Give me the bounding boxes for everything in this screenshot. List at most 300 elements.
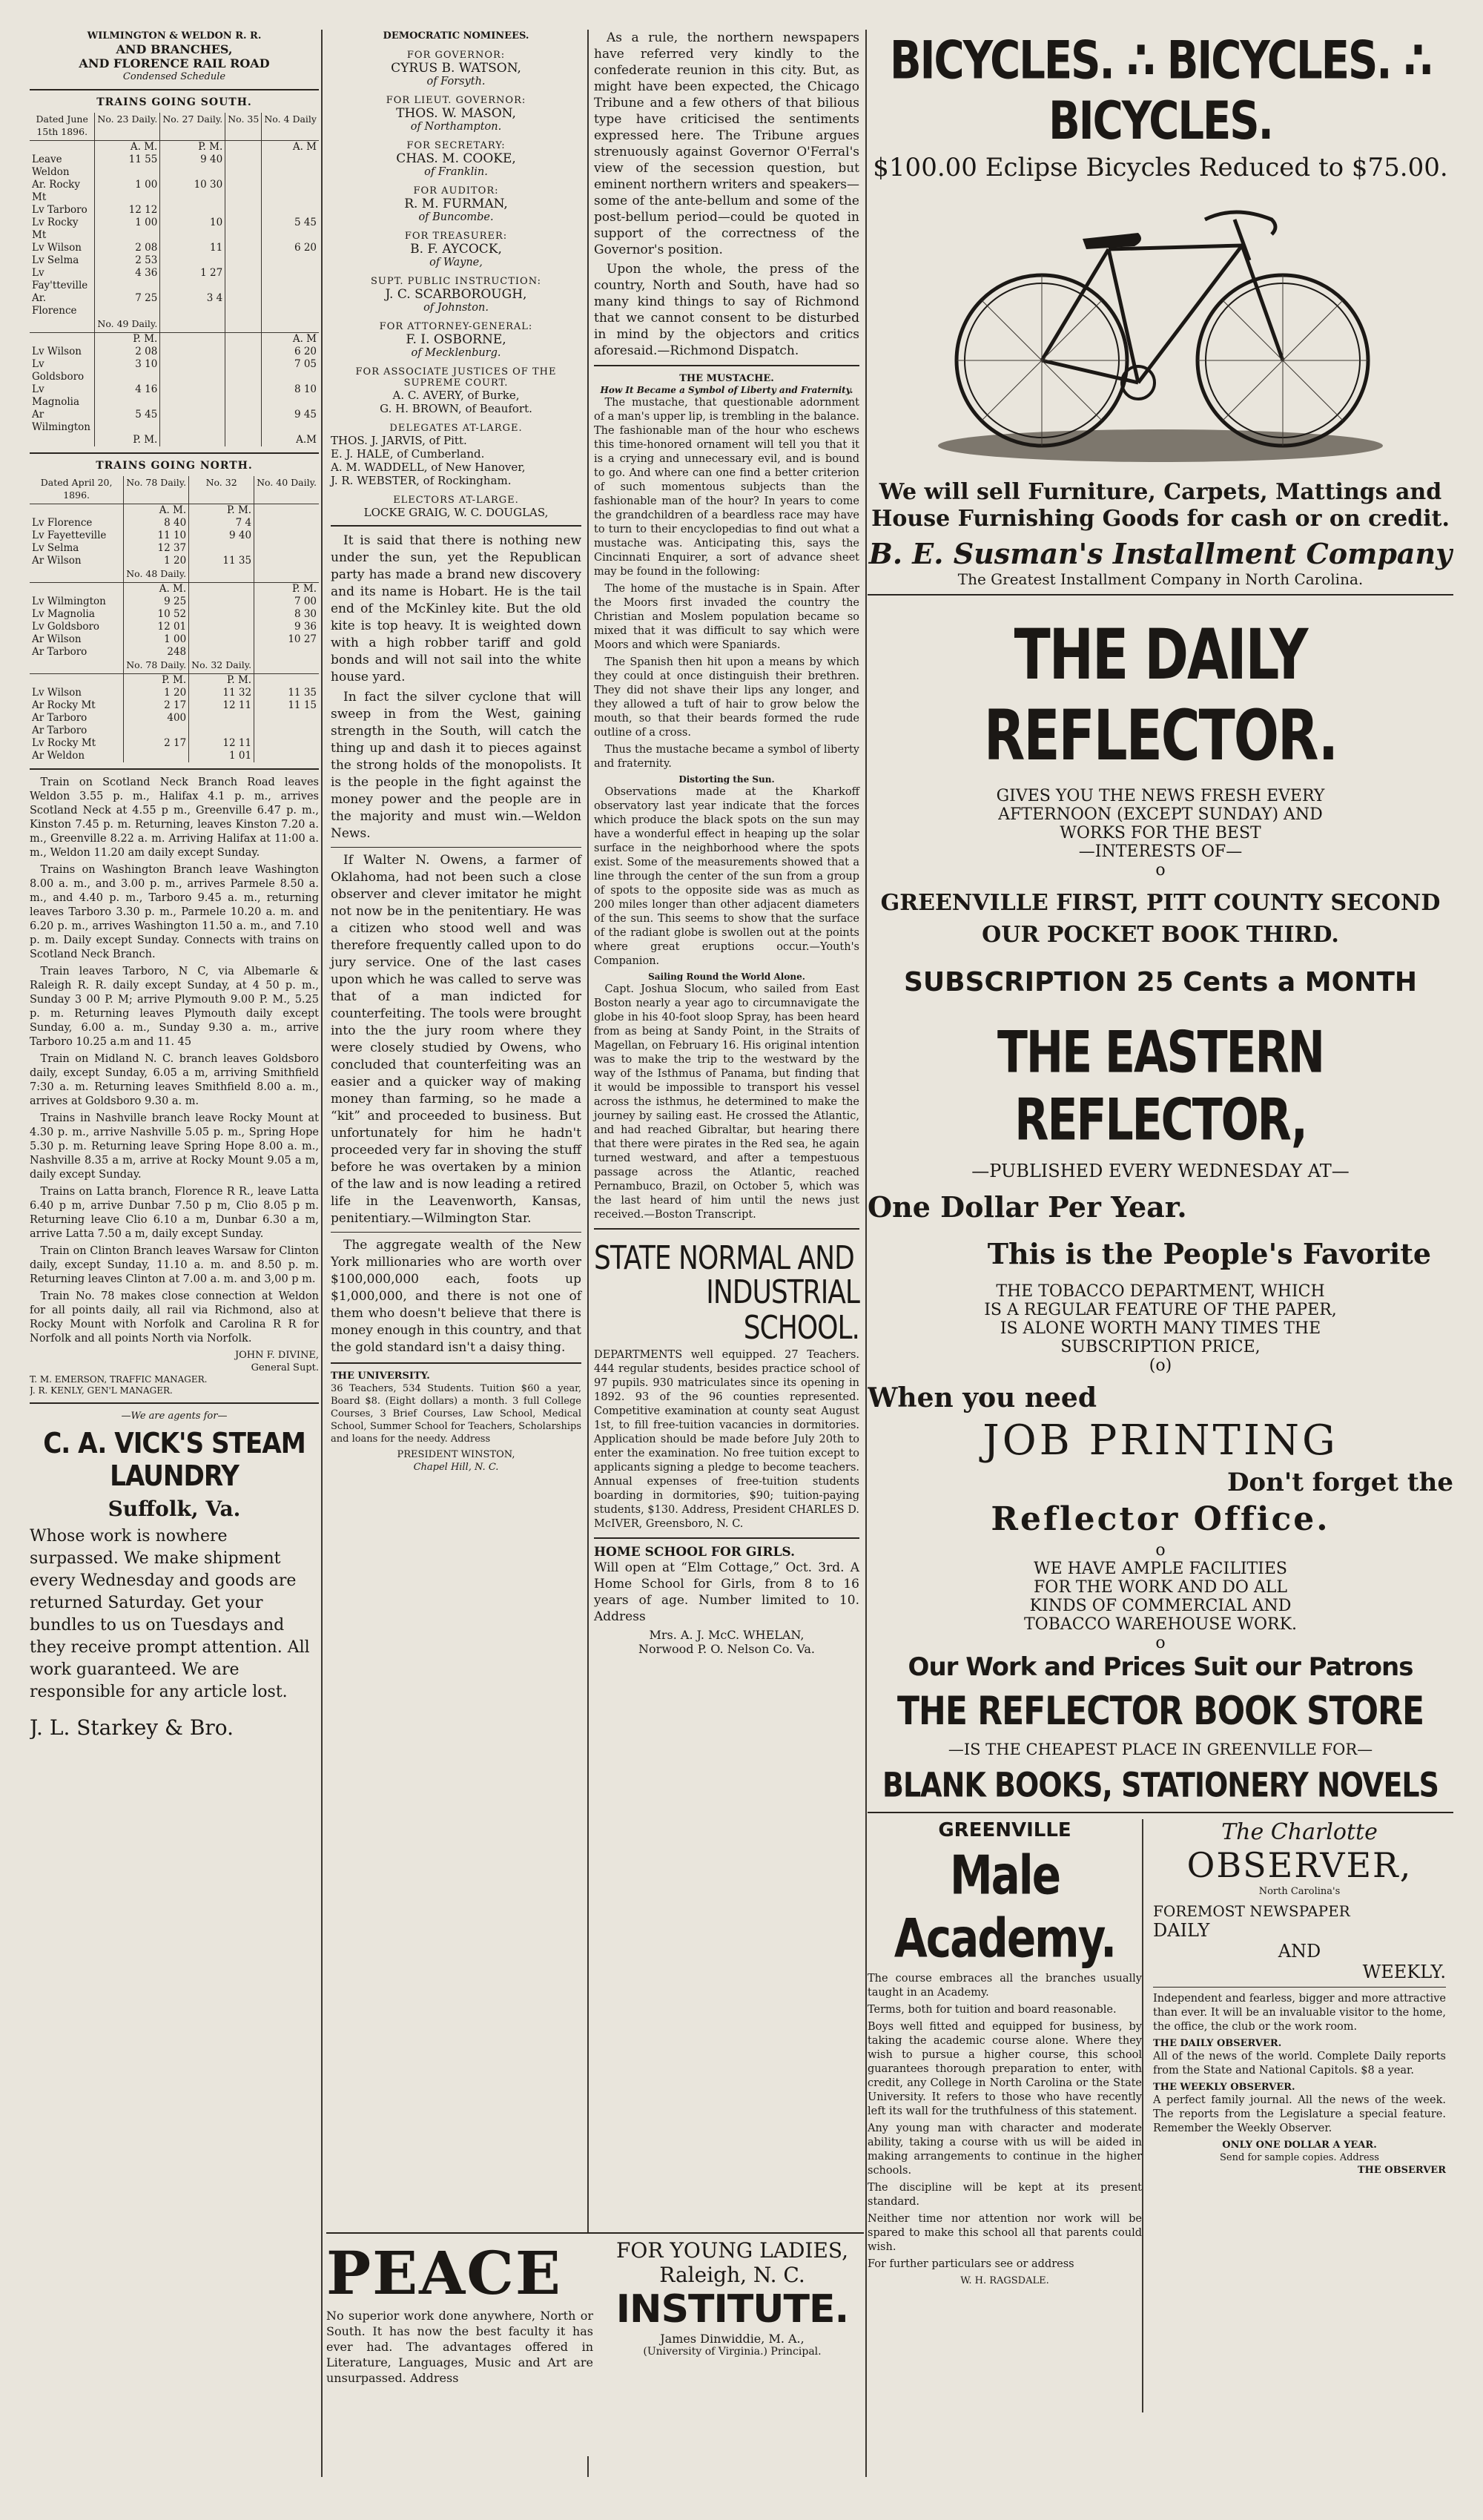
timetable-cell <box>30 333 95 346</box>
rr-subtitle: Condensed Schedule <box>122 71 226 82</box>
timetable-cell: Lv Rocky Mt <box>32 217 79 241</box>
timetable-row <box>30 409 319 434</box>
timetable-cell <box>262 267 319 292</box>
timetable-cell: 2 17 <box>124 699 189 712</box>
timetable-cell <box>225 434 262 446</box>
timetable-cell: A. M. <box>95 141 160 154</box>
timetable-cell: 248 <box>124 646 189 659</box>
timetable-header-cell: Dated June 15th 1896. <box>30 113 95 141</box>
railroad-note: Train on Scotland Neck Branch Road leaves Weldon 3.55 p. m., Halifax 4.1 p. m., arrives Scotland Neck at 4.55 p m., Greenville 6.47 p. m., Kinston 7.45 p. m. Returning, leaves Kinston 7.20 a. m., Greenville 8.22 a. m. Arriving Halifax at 11:00 a. m., Weldon 11.20 am daily except Sunday. <box>30 776 319 859</box>
nominee-place: of Johnston. <box>423 302 489 314</box>
column-divider <box>865 30 867 2477</box>
timetable-cell <box>30 583 124 596</box>
academy-sig: W. H. RAGSDALE. <box>960 2275 1049 2286</box>
timetable-cell: Ar. Rocky Mt <box>32 179 80 203</box>
observer-1: FOREMOST NEWSPAPER <box>1153 1902 1350 1920</box>
nominees-heading: DEMOCRATIC NOMINEES. <box>383 30 529 42</box>
timetable-row <box>30 434 319 446</box>
timetable-row <box>30 750 319 762</box>
delegate-name: A. M. WADDELL, of New Hanover, <box>331 461 526 474</box>
peace-institute-word: INSTITUTE. <box>615 2287 849 2332</box>
timetable-cell <box>254 542 319 555</box>
blank-books: BLANK BOOKS, STATIONERY NOVELS <box>882 1765 1439 1805</box>
one-dollar: One Dollar Per Year. <box>868 1190 1187 1224</box>
timetable-cell: A.M <box>262 434 319 446</box>
timetable-cell: 12 11 <box>189 699 254 712</box>
timetable-cell <box>189 608 254 621</box>
timetable-row <box>30 141 319 154</box>
university-place: Chapel Hill, N. C. <box>413 1462 499 1473</box>
timetable-header <box>30 476 319 504</box>
timetable-cell <box>189 712 254 725</box>
timetable-header-cell: No. 4 Daily <box>262 113 319 141</box>
peace-principal: James Dinwiddie, M. A., <box>660 2332 805 2346</box>
timetable-cell: Ar Tarboro <box>32 725 87 736</box>
observer-4: WEEKLY. <box>1362 1962 1446 1982</box>
when-you-need: When you need <box>868 1382 1097 1414</box>
electors-head: ELECTORS AT-LARGE. <box>393 495 519 506</box>
ample-2: FOR THE WORK AND DO ALL <box>1034 1578 1287 1597</box>
nominee-list <box>331 50 581 359</box>
assoc-1: A. C. AVERY, of Burke, <box>392 389 520 402</box>
nominee-office: FOR GOVERNOR: <box>406 50 506 61</box>
pocket-book: OUR POCKET BOOK THIRD. <box>982 922 1339 948</box>
timetable-cell <box>189 542 254 555</box>
timetable-cell: 6 20 <box>262 242 319 254</box>
observer-place: North Carolina's <box>1258 1886 1341 1897</box>
timetable-row <box>30 621 319 633</box>
timetable-header-cell <box>254 659 319 674</box>
timetable-cell: P. M. <box>254 583 319 596</box>
column-divider <box>321 30 323 2477</box>
timetable-cell <box>189 725 254 737</box>
timetable-cell <box>262 254 319 267</box>
daily-3: WORKS FOR THE BEST <box>1060 824 1261 842</box>
timetable-cell <box>262 179 319 204</box>
timetable-cell <box>225 179 262 204</box>
bicycle-illustration <box>923 190 1398 472</box>
observer-samples: Send for sample copies. Address <box>1220 2152 1379 2163</box>
observer-only: ONLY ONE DOLLAR A YEAR. <box>1222 2140 1377 2151</box>
peace-university: (University of Virginia.) Principal. <box>643 2346 822 2358</box>
nominee-office: FOR LIEUT. GOVERNOR: <box>386 95 526 106</box>
timetable-cell: 1 20 <box>124 687 189 699</box>
electors: LOCKE GRAIG, W. C. DOUGLAS, <box>363 506 549 519</box>
timetable-cell: A. M. <box>124 504 189 518</box>
timetable-cell <box>160 346 225 358</box>
timetable-row <box>30 154 319 179</box>
academy-p1: The course embraces all the branches usually taught in an Academy. <box>868 1973 1142 1999</box>
timetable-cell: Leave Weldon <box>32 154 70 178</box>
column-divider <box>587 30 589 2477</box>
timetable-row <box>30 358 319 383</box>
home-body: Will open at “Elm Cottage,” Oct. 3rd. A Home School for Girls, from 8 to 16 years of age. Number limited to 10. Address <box>594 1560 859 1624</box>
timetable-cell: Ar. Florence <box>32 292 77 317</box>
sun-head: Distorting the Sun. <box>678 774 775 785</box>
timetable-cell <box>124 725 189 737</box>
ornament: o <box>1155 1634 1166 1652</box>
susman-name: B. E. Susman's Installment Company <box>868 537 1453 570</box>
timetable-cell <box>160 358 225 383</box>
daily-2: AFTERNOON (EXCEPT SUNDAY) AND <box>998 805 1323 824</box>
timetable-cell: 12 11 <box>189 737 254 750</box>
timetable-cell: 5 45 <box>95 409 160 434</box>
timetable-cell: 1 27 <box>160 267 225 292</box>
observer-p1: Independent and fearless, bigger and more attractive than ever. It will be an invaluable visitor to the home, the office, the club or the work room. <box>1153 1993 1446 2033</box>
timetable-cell <box>254 646 319 659</box>
timetable-cell <box>254 750 319 762</box>
timetable-header-cell: No. 32 <box>189 476 254 504</box>
timetable-cell: Ar Wilmington <box>32 409 90 433</box>
our-work: Our Work and Prices Suit our Patrons <box>908 1652 1413 1682</box>
sig-name: JOHN F. DIVINE, <box>234 1350 319 1361</box>
timetable-cell: 1 01 <box>189 750 254 762</box>
observer-2: DAILY <box>1153 1920 1210 1941</box>
timetable-cell: 4 36 <box>95 267 160 292</box>
timetable-header-cell: No. 32 Daily. <box>189 659 254 674</box>
susman-sub: The Greatest Installment Company in North Carolina. <box>957 570 1364 588</box>
mustache-p1: The mustache, that questionable adornment of a man's upper lip, is trembling in the balance. The fashionable man of the hour who eschews this time-honored ornament will tell you that it is a crying and unnecessary evil, and is bound to go. And where can one find a better criterion of such momentous subjects than the fashionable man of the hour? In years to come the grandchildren of a beardless race may have to turn to their encyclopedias to find out what a mustache was. Anticipating this, says the Cincinnati Enquirer, a sort of advance sheet may be found in the following: <box>594 397 859 578</box>
timetable-cell: 8 30 <box>254 608 319 621</box>
bicycles-heading: BICYCLES. ∴ BICYCLES. ∴ BICYCLES. <box>889 30 1432 152</box>
academy-head: GREENVILLE <box>938 1819 1071 1841</box>
timetable-row <box>30 267 319 292</box>
railroad-note: Trains on Latta branch, Florence R R., leave Latta 6.40 p m, arrive Dunbar 7.50 p m, Clio 8.05 p m. Returning leave Clio 6.10 a m, Dunbar 6.30 a m, arrive Latta 7.50 a m, daily except Sunday. <box>30 1186 319 1240</box>
timetable-row <box>30 608 319 621</box>
timetable-cell <box>254 555 319 567</box>
ad-vick-title: C. A. VICK'S STEAM LAUNDRY <box>43 1427 305 1492</box>
ample-1: WE HAVE AMPLE FACILITIES <box>1033 1560 1288 1578</box>
mustache-p3: The Spanish then hit upon a means by which they could at once distinguish their brethren. They did not shave their lips any longer, and they allowed a tuft of hair to grow below the mouth, so that their beards formed the rude outline of a cross. <box>594 656 859 739</box>
timetable-cell <box>225 409 262 434</box>
timetable-row <box>30 583 319 596</box>
delegate-name: THOS. J. JARVIS, of Pitt. <box>331 434 467 447</box>
timetable-cell: Ar Tarboro <box>32 712 87 724</box>
academy-p6: Neither time nor attention nor work will be spared to make this school all that parents could wish. <box>868 2213 1142 2253</box>
timetable-cell: 6 20 <box>262 346 319 358</box>
timetable-cell <box>225 204 262 217</box>
timetable-cell <box>254 737 319 750</box>
railroad-note: Trains on Washington Branch leave Washington 8.00 a. m., and 3.00 p. m., arrives Parmele 8.50 a. m., and 4.40 p. m., Tarboro 9.45 a. m., returning leaves Tarboro 3.30 p. m., Parmele 10.20 a. m. and 6.20 p. m., arrives Washington 11.50 a. m., and 7.10 p. m. Daily except Sunday. Connects with trains on Scotland Neck Branch. <box>30 864 319 960</box>
timetable-cell: 1 00 <box>124 633 189 646</box>
academy-p3: Boys well fitted and equipped for business, by taking the academic course alone. Where they wish to pursue a higher course, this school guarantees thorough preparation to enter, with credit, any College in North Carolina or the State University. It refers to those who have recently left its wall for the truthfulness of this statement. <box>868 2021 1142 2117</box>
ad-vick-sig: J. L. Starkey & Bro. <box>30 1715 234 1740</box>
timetable-south <box>30 113 319 446</box>
sun-body: Observations made at the Kharkoff observatory last year indicate that the forces which produce the black spots on the sun may have a wonderful effect in heaping up the solar surface in the neighborhood where the spots exist. Some of the measurements showed that a line through the center of the sun from a group of spots to the opposite side was as much as 200 miles longer than other adjacent diameters of the sun. This seems to show that the surface of the radiant globe is swollen out at the points where great eruptions occur.—Youth's Companion. <box>594 786 859 967</box>
academy-p4: Any young man with character and moderate ability, taking a course with us will be aided in making arrangements to continue in the higher schools. <box>868 2122 1142 2177</box>
tobacco-3: IS ALONE WORTH MANY TIMES THE <box>1000 1319 1321 1338</box>
timetable-row <box>30 179 319 204</box>
article-silver: In fact the silver cyclone that will sweep in from the West, gaining strength in the South, will catch the thing up and dash it to pieces against the strong holds of the monopolists. It is the people in the fight against the money power and the people are in the majority and must win.—Weldon News. <box>331 690 581 841</box>
timetable-cell: 11 10 <box>124 530 189 542</box>
greenville-first: GREENVILLE FIRST, PITT COUNTY SECOND <box>880 890 1441 916</box>
home-sig: Mrs. A. J. McC. WHELAN, <box>649 1628 805 1642</box>
timetable-cell: Lv Wilson <box>32 687 82 699</box>
article-press: Upon the whole, the press of the country, North and South, have had so many kind things to say of Richmond that we cannot consent to be disturbed in mind by the objectors and critics aforesaid.—Richmond Dispatch. <box>594 262 859 358</box>
timetable-cell <box>160 254 225 267</box>
timetable-cell: 11 15 <box>254 699 319 712</box>
column-ads <box>868 30 1453 2477</box>
timetable-header-cell <box>30 567 124 583</box>
peace-right-1: FOR YOUNG LADIES, <box>615 2238 849 2263</box>
timetable-header <box>30 659 319 674</box>
sail-body: Capt. Joshua Slocum, who sailed from East Boston nearly a year ago to circumnavigate the globe in his 40-foot sloop Spray, has been heard from as being at Sandy Point, in the Straits of Magellan, on February 16. His original intention was to make the trip to the westward by the way of the Isthmus of Panama, but finding that it would be impossible to transport his vessel across the isthmus, he determined to make the journey by sailing east. He crossed the Atlantic, and had reached Gibraltar, but hearing there that there were pirates in the Red sea, he again turned westward, and after a tempestuous passage across the Atlantic, reached Pernambuco, Brazil, on October 5, which was the last heard of him until the news just received.—Boston Transcript. <box>594 983 859 1221</box>
timetable-cell <box>225 346 262 358</box>
timetable-cell <box>160 434 225 446</box>
railroad-note: Train No. 78 makes close connection at Weldon for all points daily, all rail via Richmond, also at Rocky Mount with Norfolk and Carolina R R for Norfolk and all points North via Norfolk. <box>30 1290 319 1345</box>
academy-p2: Terms, both for tuition and board reasonable. <box>868 2004 1117 2016</box>
timetable-row <box>30 333 319 346</box>
university-head: THE UNIVERSITY. <box>331 1371 430 1382</box>
timetable-cell <box>160 204 225 217</box>
timetable-header <box>30 567 319 583</box>
timetable-row <box>30 555 319 567</box>
timetable-cell <box>254 504 319 518</box>
timetable-cell: 3 4 <box>160 292 225 317</box>
timetable-cell: 10 30 <box>160 179 225 204</box>
timetable-cell <box>225 254 262 267</box>
normal-body: DEPARTMENTS well equipped. 27 Teachers. 444 regular students, besides practice school of 97 pupils. 930 matriculates since its opening in 1892. 93 of the 96 counties represented. Competitive examination at county seat August 1st, to fill free-tuition vacancies in dormitories. Application should be made before July 20th to enter the examination. No free tuition except to applicants signing a pledge to become teachers. Annual expenses of free-tuition students boarding in dormitories, $90; tuition-paying students, $130. Address, President CHARLES D. McIVER, Greensboro, N. C. <box>594 1349 859 1530</box>
ornament: o <box>1155 1541 1166 1560</box>
timetable-cell <box>262 292 319 317</box>
timetable-header-cell: No. 78 Daily. <box>124 659 189 674</box>
timetable-row <box>30 346 319 358</box>
timetable-row <box>30 737 319 750</box>
tobacco-2: IS A REGULAR FEATURE OF THE PAPER, <box>984 1301 1337 1319</box>
timetable-cell: 2 08 <box>95 346 160 358</box>
timetable-cell: Lv Fay'tteville <box>32 267 88 291</box>
timetable-cell <box>30 434 95 446</box>
timetable-cell <box>160 409 225 434</box>
rr-title-1: WILMINGTON & WELDON R. R. <box>87 30 262 42</box>
timetable-header-cell <box>160 317 225 333</box>
observer-weekly: THE WEEKLY OBSERVER. <box>1153 2082 1295 2093</box>
timetable-cell: A. M <box>262 333 319 346</box>
timetable-cell: 7 25 <box>95 292 160 317</box>
timetable-cell: Lv Wilmington <box>32 596 106 607</box>
timetable-cell <box>225 267 262 292</box>
timetable-cell <box>30 504 124 518</box>
timetable-cell <box>254 517 319 530</box>
timetable-cell <box>124 750 189 762</box>
normal-title-1: STATE NORMAL AND <box>594 1240 854 1277</box>
furniture-ad: We will sell Furniture, Carpets, Mattings and House Furnishing Goods for cash or on credit. <box>871 479 1450 532</box>
ad-agents: —We are agents for— <box>121 1411 228 1422</box>
timetable-header-cell: No. 40 Daily. <box>254 476 319 504</box>
timetable-header-cell: No. 27 Daily. <box>160 113 225 141</box>
observer-p3: A perfect family journal. All the news of the week. The reports from the Legislature a special feature. Remember the Weekly Observer. <box>1153 2094 1446 2134</box>
daily-1: GIVES YOU THE NEWS FRESH EVERY <box>996 787 1325 805</box>
timetable-header-cell <box>262 317 319 333</box>
timetable-cell: Lv Wilson <box>32 242 82 254</box>
timetable-cell <box>254 712 319 725</box>
timetable-cell <box>225 242 262 254</box>
nominee-name: CHAS. M. COOKE, <box>396 151 516 166</box>
timetable-cell <box>225 154 262 179</box>
timetable-cell: 7 00 <box>254 596 319 608</box>
reflector-office: Reflector Office. <box>991 1500 1330 1538</box>
observer-3: AND <box>1278 1941 1321 1962</box>
timetable-cell: Ar Tarboro <box>32 646 87 658</box>
nominee-office: SUPT. PUBLIC INSTRUCTION: <box>370 276 542 287</box>
delegate-name: E. J. HALE, of Cumberland. <box>331 447 485 461</box>
ad-observer <box>1153 1819 1446 2177</box>
timetable-row <box>30 217 319 242</box>
timetable-header-cell <box>30 659 124 674</box>
timetable-header-cell: No. 48 Daily. <box>124 567 189 583</box>
academy-title: Male Academy. <box>894 1844 1116 1970</box>
railroad-note: Trains in Nashville branch leave Rocky Mount at 4.30 p. m., arrive Nashville 5.05 p. m., Spring Hope 5.30 p. m. Returning leave Spring Hope 8.00 a. m., Nashville 8.35 a m, arrive at Rocky Mount 9.05 a m, daily except Sunday. <box>30 1112 319 1181</box>
rr-title-3: AND FLORENCE RAIL ROAD <box>79 56 270 70</box>
timetable-cell <box>262 154 319 179</box>
timetable-cell: 2 17 <box>124 737 189 750</box>
timetable-cell <box>160 333 225 346</box>
timetable-cell <box>254 725 319 737</box>
timetable-row <box>30 254 319 267</box>
timetable-cell: 11 32 <box>189 687 254 699</box>
timetable-cell: Ar Wilson <box>32 633 82 645</box>
nominee-place: of Wayne, <box>429 257 483 268</box>
timetable-row <box>30 596 319 608</box>
timetable-cell: Lv Wilson <box>32 346 82 357</box>
north-heading: TRAINS GOING NORTH. <box>96 460 253 472</box>
ad-academy <box>868 1819 1142 2287</box>
timetable-cell <box>225 358 262 383</box>
timetable-cell: 3 10 <box>95 358 160 383</box>
job-printing: JOB PRINTING <box>982 1416 1338 1465</box>
timetable-header <box>30 113 319 141</box>
timetable-row <box>30 204 319 217</box>
peace-right-2: Raleigh, N. C. <box>659 2263 805 2287</box>
timetable-cell: Lv Magnolia <box>32 608 95 620</box>
timetable-cell: 1 00 <box>95 217 160 242</box>
timetable-header-cell <box>254 567 319 583</box>
sail-head: Sailing Round the World Alone. <box>648 972 805 982</box>
timetable-cell <box>30 141 95 154</box>
timetable-cell <box>189 596 254 608</box>
timetable-cell <box>225 292 262 317</box>
article-hobart: It is said that there is nothing new under the sun, yet the Republican party has made a brand new discovery and its name is Hobart. He is the tail end of the McKinley kite. But the old kite is top heavy. It is weighted down with a high robber tariff and gold bonds and will not sail into the white house yard. <box>331 533 581 685</box>
timetable-cell: Lv Selma <box>32 254 79 266</box>
timetable-cell: 9 25 <box>124 596 189 608</box>
timetable-cell: Lv Florence <box>32 517 93 529</box>
timetable-cell: P. M. <box>124 674 189 687</box>
timetable-row <box>30 530 319 542</box>
rr-title-2: AND BRANCHES, <box>116 42 233 56</box>
dont-forget: Don't forget the <box>1226 1468 1453 1497</box>
timetable-header-cell <box>30 317 95 333</box>
timetable-cell: Lv Fayetteville <box>32 530 107 541</box>
cheapest: —IS THE CHEAPEST PLACE IN GREENVILLE FOR— <box>948 1741 1373 1758</box>
timetable-cell: 11 35 <box>189 555 254 567</box>
timetable-cell <box>225 141 262 154</box>
nominee-name: J. C. SCARBOROUGH, <box>385 287 527 302</box>
timetable-cell: 7 05 <box>262 358 319 383</box>
timetable-cell: A. M. <box>124 583 189 596</box>
ornament: (o) <box>1149 1356 1172 1375</box>
bicycles-price: $100.00 Eclipse Bicycles Reduced to $75.00. <box>873 153 1448 182</box>
timetable-row <box>30 725 319 737</box>
timetable-row <box>30 504 319 518</box>
timetable-cell: 11 55 <box>95 154 160 179</box>
timetable-cell: 9 36 <box>254 621 319 633</box>
article-reunion: As a rule, the northern newspapers have referred very kindly to the confederate reunion in this city. But, as might have been expected, the Chicago Tribune and a few others of that bilious type have criticised the sentiments expressed here. The Tribune argues strenuously against Governor O'Ferral's view of the secession question, but eminent northern writers and speakers—some of the ante-bellum and some of the post-bellum period—could be quoted in support of the correctness of the Governor's position. <box>594 30 859 257</box>
timetable-cell: 9 45 <box>262 409 319 434</box>
timetable-cell <box>30 674 124 687</box>
timetable-cell: A. M <box>262 141 319 154</box>
timetable-cell <box>254 530 319 542</box>
nominee-office: FOR TREASURER: <box>404 231 508 242</box>
timetable-header-cell: Dated April 20, 1896. <box>30 476 124 504</box>
timetable-row <box>30 633 319 646</box>
university-body: 36 Teachers, 534 Students. Tuition $60 a year, Board $8. (Eight dollars) a month. 3 full College Courses, 3 Brief Courses, Law School, Medical School, Summer School for Teachers, Scholarships and loans for the needy. Address <box>331 1383 581 1445</box>
column-railroad <box>30 30 319 2477</box>
timetable-cell: P. M. <box>160 141 225 154</box>
delegate-list <box>331 434 581 487</box>
timetable-north <box>30 476 319 762</box>
article-owens: If Walter N. Owens, a farmer of Oklahoma, had not been such a close observer and clever imitator he might not now be in the penitentiary. He was a citizen who stood well and was therefore frequently called upon to do jury service. One of the last cases upon which he was called to serve was that of a man indicted for counterfeiting. The tools were brought into the the jury room where they were closely studied by Owens, who concluded that counterfeiting was an easier and a quicker way of making money than farming, so he made a “kit” and proceeded to business. But unfortunately for him he hadn't proceeded very far in shoving the stuff before he was overtaken by a minion of the law and is now leading a retired life in the Leavenworth, Kansas, penitentiary.—Wilmington Star. <box>331 853 581 1226</box>
timetable-cell <box>189 583 254 596</box>
timetable-cell: Ar Wilson <box>32 555 82 567</box>
timetable-cell: P. M. <box>95 333 160 346</box>
timetable-cell: P. M. <box>189 504 254 518</box>
timetable-cell <box>262 204 319 217</box>
timetable-header-cell: No. 49 Daily. <box>95 317 160 333</box>
timetable-cell: 12 37 <box>124 542 189 555</box>
observer-sig: THE OBSERVER <box>1357 2165 1446 2176</box>
observer-title: OBSERVER, <box>1186 1845 1413 1885</box>
nominee-place: of Northampton. <box>410 121 502 133</box>
timetable-cell: 1 00 <box>95 179 160 204</box>
assoc-head: FOR ASSOCIATE JUSTICES OF THE SUPREME COURT. <box>355 366 557 389</box>
timetable-cell: Lv Tarboro <box>32 204 87 216</box>
mustache-head: THE MUSTACHE. <box>679 373 774 384</box>
timetable-row <box>30 383 319 409</box>
article-millionaires: The aggregate wealth of the New York millionaries who are worth over $100,000,000 each, foots up $1,000,000, and there is not one of them who doesn't believe that there is money enough in this country, and that the gold standard isn't a daisy thing. <box>331 1238 581 1355</box>
book-store: THE REFLECTOR BOOK STORE <box>896 1688 1424 1735</box>
nominee-office: FOR SECRETARY: <box>406 140 506 151</box>
nominee-place: of Buncombe. <box>418 211 494 223</box>
column-divider <box>1142 1819 1143 2412</box>
sig-kenly: J. R. KENLY, GEN'L MANAGER. <box>30 1385 173 1396</box>
timetable-row <box>30 699 319 712</box>
academy-p5: The discipline will be kept at its present standard. <box>868 2182 1142 2208</box>
timetable-cell: 11 <box>160 242 225 254</box>
timetable-cell: 10 <box>160 217 225 242</box>
timetable-header-cell <box>225 317 262 333</box>
timetable-header-cell <box>189 567 254 583</box>
nominee-office: FOR ATTORNEY-GENERAL: <box>379 321 533 332</box>
timetable-header <box>30 317 319 333</box>
timetable-row <box>30 517 319 530</box>
delegates-head: DELEGATES AT-LARGE. <box>389 423 523 434</box>
observer-p2: All of the news of the world. Complete Daily reports from the State and National Capitols. $8 a year. <box>1153 2051 1446 2077</box>
tobacco-4: SUBSCRIPTION PRICE, <box>1060 1338 1261 1356</box>
railroad-note: Train on Clinton Branch leaves Warsaw for Clinton daily, except Sunday, 11.10 a. m. and 8.50 p. m. Returning leaves Clinton at 7.00 a. m. and 3,00 p m. <box>30 1245 319 1285</box>
ample-4: TOBACCO WAREHOUSE WORK. <box>1023 1615 1298 1634</box>
nominee-name: THOS. W. MASON, <box>396 106 516 121</box>
mustache-sub: How It Became a Symbol of Liberty and Fraternity. <box>600 385 853 395</box>
timetable-cell: Lv Goldsboro <box>32 621 100 633</box>
mustache-p4: Thus the mustache became a symbol of liberty and fraternity. <box>594 744 859 770</box>
timetable-cell: P. M. <box>189 674 254 687</box>
timetable-cell: Ar Rocky Mt <box>32 699 96 711</box>
eastern-sub: —PUBLISHED EVERY WEDNESDAY AT— <box>971 1161 1350 1181</box>
timetable-cell: 2 53 <box>95 254 160 267</box>
timetable-cell: 8 10 <box>262 383 319 409</box>
column-nominees <box>326 30 586 2477</box>
delegate-name: J. R. WEBSTER, of Rockingham. <box>331 474 512 487</box>
